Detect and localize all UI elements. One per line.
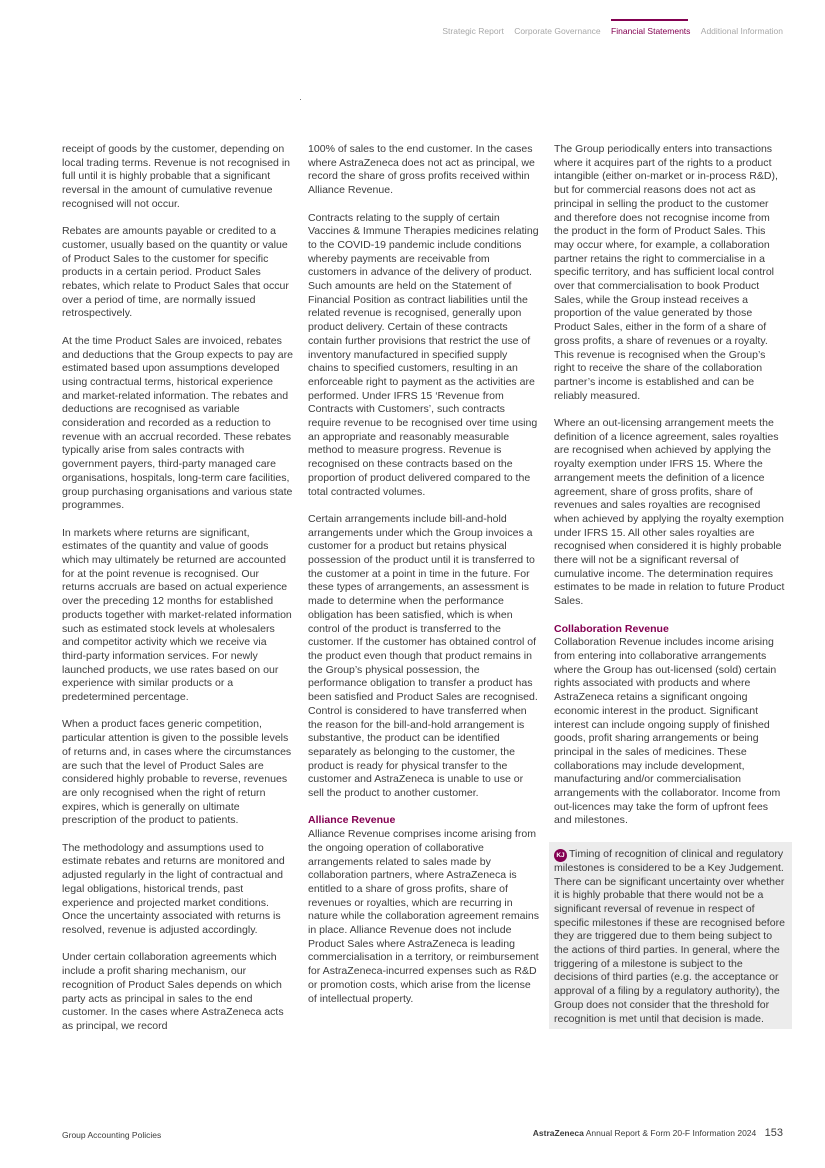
alliance-revenue-heading: Alliance Revenue (308, 814, 396, 827)
paragraph: receipt of goods by the customer, depending on local trading terms. Revenue is not recognised in full until it is highly probable that a significant reversal in the amount of cumulative revenue recognised will not occur. (62, 143, 291, 210)
paragraph: Certain arrangements include bill-and-hold arrangements under which the Group invoices a customer for a product but retains physical possession of the product until it is transferred to the customer at a point in time in the future. For these types of arrangements, an assessment is made to determine when the performance obligation has been satisfied, which is when control of the product is transferred to the customer. If the customer has obtained control of the product even though that product remains in the Group’s physical possession, the performance obligation to transfer a product has been satisfied and Product Sales are recognised. Control is considered to have transferred when the reason for the bill-and-hold arrangement is substantive, the product can be identified separately as belonging to the customer, the product is ready for physical transfer to the customer and AstraZeneca is unable to use or sell the product to another customer. (308, 512, 538, 800)
key-judgement-box (549, 842, 792, 1029)
paragraph: Under certain collaboration agreements which include a profit sharing mechanism, our recognition of Product Sales depends on which party acts as principal in sales to the end customer. In the cases where AstraZeneca acts as principal, we record (62, 951, 284, 1032)
footer-report-title: Annual Report & Form 20-F Information 2024 (585, 1128, 757, 1138)
paragraph: At the time Product Sales are invoiced, rebates and deductions that the Group expects to pay are estimated based upon assumptions developed using contractual terms, historical experience and market-related information. The rebates and deductions are recognised as variable consideration and recorded as a reduction to revenue with an accrual recorded. These rebates typically arise from sales contracts with government payers, third-party managed care organisations, hospitals, long-term care facilities, group purchasing organisations and various state programmes. (62, 334, 294, 512)
footer-section-title: Group Accounting Policies (62, 1130, 162, 1140)
paragraph: When a product faces generic competition, particular attention is given to the possible levels of returns and, in cases where the circumstances are such that the level of Product Sales are considered highly probable to reverse, revenues are only recognised when the right of return expires, which is generally on ultimate prescription of the product to patients. (62, 718, 292, 827)
paragraph: Where an out-licensing arrangement meets the definition of a licence agreement, sales royalties are recognised when achieved by applying the royalty exemption under IFRS 15. Where the arrangement meets the definition of a licence agreement, share of gross profits, share of revenues and sales royalties are recognised when achieved by applying the royalty exemption under IFRS 15. All other sales royalties are recognised when considered it is highly probable there will not be a significant reversal of cumulative income. The determination requires estimates to be made in relation to future Product Sales. (554, 417, 785, 608)
collaboration-revenue-heading: Collaboration Revenue (554, 622, 669, 635)
nav-financial-statements[interactable]: Financial Statements (611, 26, 691, 36)
section-nav (434, 26, 783, 36)
column-2 (308, 143, 539, 1020)
alliance-revenue-text: Alliance Revenue comprises income arising from the ongoing operation of collaborative arrangements related to sales made by collaboration partners, where AstraZeneca is entitled to a share of gross profits, share of revenues or royalties, which are recurring in nature while the collaboration agreement remains in place. Alliance Revenue does not include Product Sales where AstraZeneca is leading commercialisation in a territory, or reimbursement for AstraZeneca-incurred expenses such as R&D or promotion costs, which arise from the license of intellectual property. (308, 828, 539, 1005)
column-3 (554, 143, 785, 1029)
paragraph: Contracts relating to the supply of certain Vaccines & Immune Therapies medicines relating to the COVID-19 pandemic include conditions whereby payments are receivable from customers in advance of the delivery of product. Such amounts are held on the Statement of Financial Position as contract liabilities until the related revenue is recognised, generally upon product delivery. Certain of these contracts contain further provisions that restrict the use of inventory manufactured in specified supply chains to specified customers, resulting in an enforceable right to payment as the activities are performed. Under IFRS 15 ‘Revenue from Contracts with Customers’, such contracts require revenue to be recognised over time using an appropriate and reasonably measurable method to measure progress. Revenue is recognised on these contracts based on the proportion of product delivered compared to the total contracted volumes. (308, 211, 539, 498)
paragraph: Rebates are amounts payable or credited to a customer, usually based on the quantity or value of Product Sales to the customer for specific products in a certain period. Product Sales rebates, which relate to Product Sales that occur over a period of time, are normally issued retrospectively. (62, 225, 289, 320)
page-number: 153 (764, 1127, 783, 1139)
nav-additional-information[interactable]: Additional Information (700, 26, 783, 36)
paragraph: 100% of sales to the end customer. In the cases where AstraZeneca does not act as principal, we record the share of gross profits received within Alliance Revenue. (308, 143, 535, 197)
key-judgement-text: Timing of recognition of clinical and regulatory milestones is considered to be a Key Judgement. There can be significant uncertainty over whether it is highly probable that there would not be a significant reversal of revenue in respect of specific milestones if these are recognised before they are triggered due to them being subject to the actions of third parties. In general, where the triggering of a milestone is subject to the decisions of third parties (e.g. the acceptance or approval of a filing by a regulatory authority), the Group does not consider that the threshold for recognition is met until that decision is made. (554, 847, 785, 1025)
nav-corporate-governance[interactable]: Corporate Governance (514, 26, 601, 36)
stray-mark (300, 99, 301, 100)
key-judgement-icon: KJ (554, 849, 567, 862)
column-1 (62, 143, 293, 1047)
collaboration-revenue-text: Collaboration Revenue includes income arising from entering into collaborative arrangements where the Group has out-licensed (sold) certain rights associated with products and where AstraZeneca retains a significant ongoing economic interest in the product. Significant interest can include ongoing supply of finished goods, profit sharing arrangements or being principal in the sales of medicines. These collaborations may include development, manufacturing and/or commercialisation arrangements with the collaborator. Income from out-licences may take the form of upfront fees and milestones. (554, 636, 781, 827)
paragraph: The methodology and assumptions used to estimate rebates and returns are monitored and adjusted regularly in the light of contractual and legal obligations, historical trends, past experience and projected market conditions. Once the uncertainty associated with returns is resolved, revenue is adjusted accordingly. (62, 841, 285, 936)
paragraph: The Group periodically enters into transactions where it acquires part of the rights to a product intangible (either on-market or in-process R&D), but for commercial reasons does not act as principal in selling the product to the customer and therefore does not recognise income from the product in the form of Product Sales. This may occur where, for example, a collaboration partner retains the right to commercialise in a specific territory, and has sufficient local control over that commercialisation to book Product Sales, while the Group instead receives a proportion of the value generated by those Product Sales, either in the form of a share of gross profits, a share of revenues or a royalty. This revenue is recognised when the Group’s right to receive the share of the collaboration partner’s income is established and can be reliably measured. (554, 143, 778, 402)
nav-strategic-report[interactable]: Strategic Report (442, 26, 504, 36)
footer-brand: AstraZeneca (532, 1128, 584, 1138)
footer-report-info (533, 1127, 783, 1139)
paragraph: In markets where returns are significant, estimates of the quantity and value of goods which may ultimately be returned are accounted for at the point revenue is recognised. Our returns accruals are based on actual experience over the preceding 12 months for established products together with market-related information such as estimated stock levels at wholesalers and competitor activity which we receive via third-party information services. For newly launched products, we use rates based on our experience with similar products or a predetermined percentage. (62, 526, 292, 704)
